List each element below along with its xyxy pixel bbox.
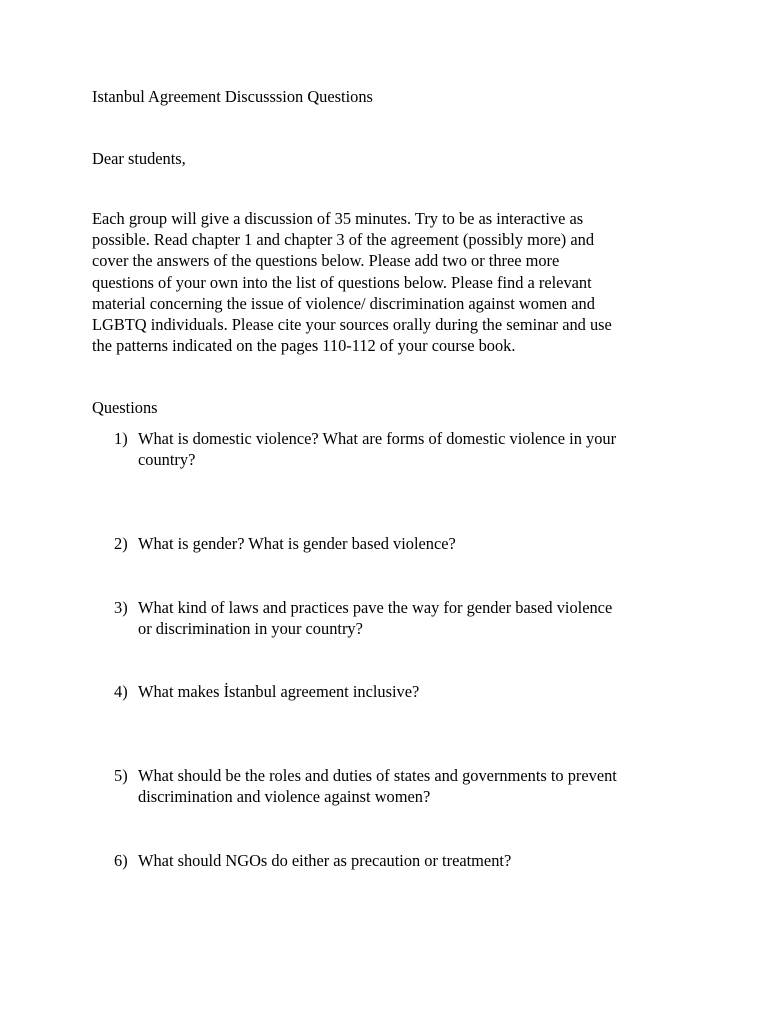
intro-line: LGBTQ individuals. Please cite your sources orally during the seminar and use (92, 315, 612, 335)
question-line: What kind of laws and practices pave the way for gender based violence (138, 598, 613, 617)
question-text (138, 765, 708, 807)
questions-heading: Questions (92, 398, 158, 417)
question-number: 5) (114, 766, 128, 785)
question-line: discrimination and violence against women? (138, 787, 431, 807)
intro-line: Each group will give a discussion of 35 minutes. Try to be as interactive as (92, 209, 584, 228)
question-line: country? (138, 450, 196, 470)
intro-line: the patterns indicated on the pages 110-112 of your course book. (92, 336, 516, 356)
question-number: 4) (114, 682, 128, 701)
question-text (138, 597, 708, 639)
question-number: 6) (114, 851, 128, 870)
question-line: or discrimination in your country? (138, 619, 363, 639)
question-text (138, 533, 708, 554)
intro-line: material concerning the issue of violence/ discrimination against women and (92, 293, 595, 313)
question-line: What should NGOs do either as precaution or treatment? (138, 851, 512, 870)
question-number: 3) (114, 598, 128, 617)
question-line: What is gender? What is gender based violence? (138, 534, 456, 553)
question-text (138, 850, 708, 871)
salutation: Dear students, (92, 149, 186, 168)
intro-line: possible. Read chapter 1 and chapter 3 of the agreement (possibly more) and (92, 230, 595, 250)
question-number: 1) (114, 429, 128, 448)
intro-paragraph (92, 208, 682, 356)
question-line: What is domestic violence? What are forms of domestic violence in your (138, 429, 617, 448)
question-text (138, 681, 708, 702)
question-line: What makes İstanbul agreement inclusive? (138, 682, 420, 701)
question-text (138, 428, 708, 470)
question-line: What should be the roles and duties of states and governments to prevent (138, 766, 617, 785)
question-number: 2) (114, 534, 128, 553)
document-title: Istanbul Agreement Discusssion Questions (92, 87, 373, 106)
intro-line: questions of your own into the list of questions below. Please find a relevant (92, 272, 592, 292)
intro-line: cover the answers of the questions below. Please add two or three more (92, 251, 560, 271)
